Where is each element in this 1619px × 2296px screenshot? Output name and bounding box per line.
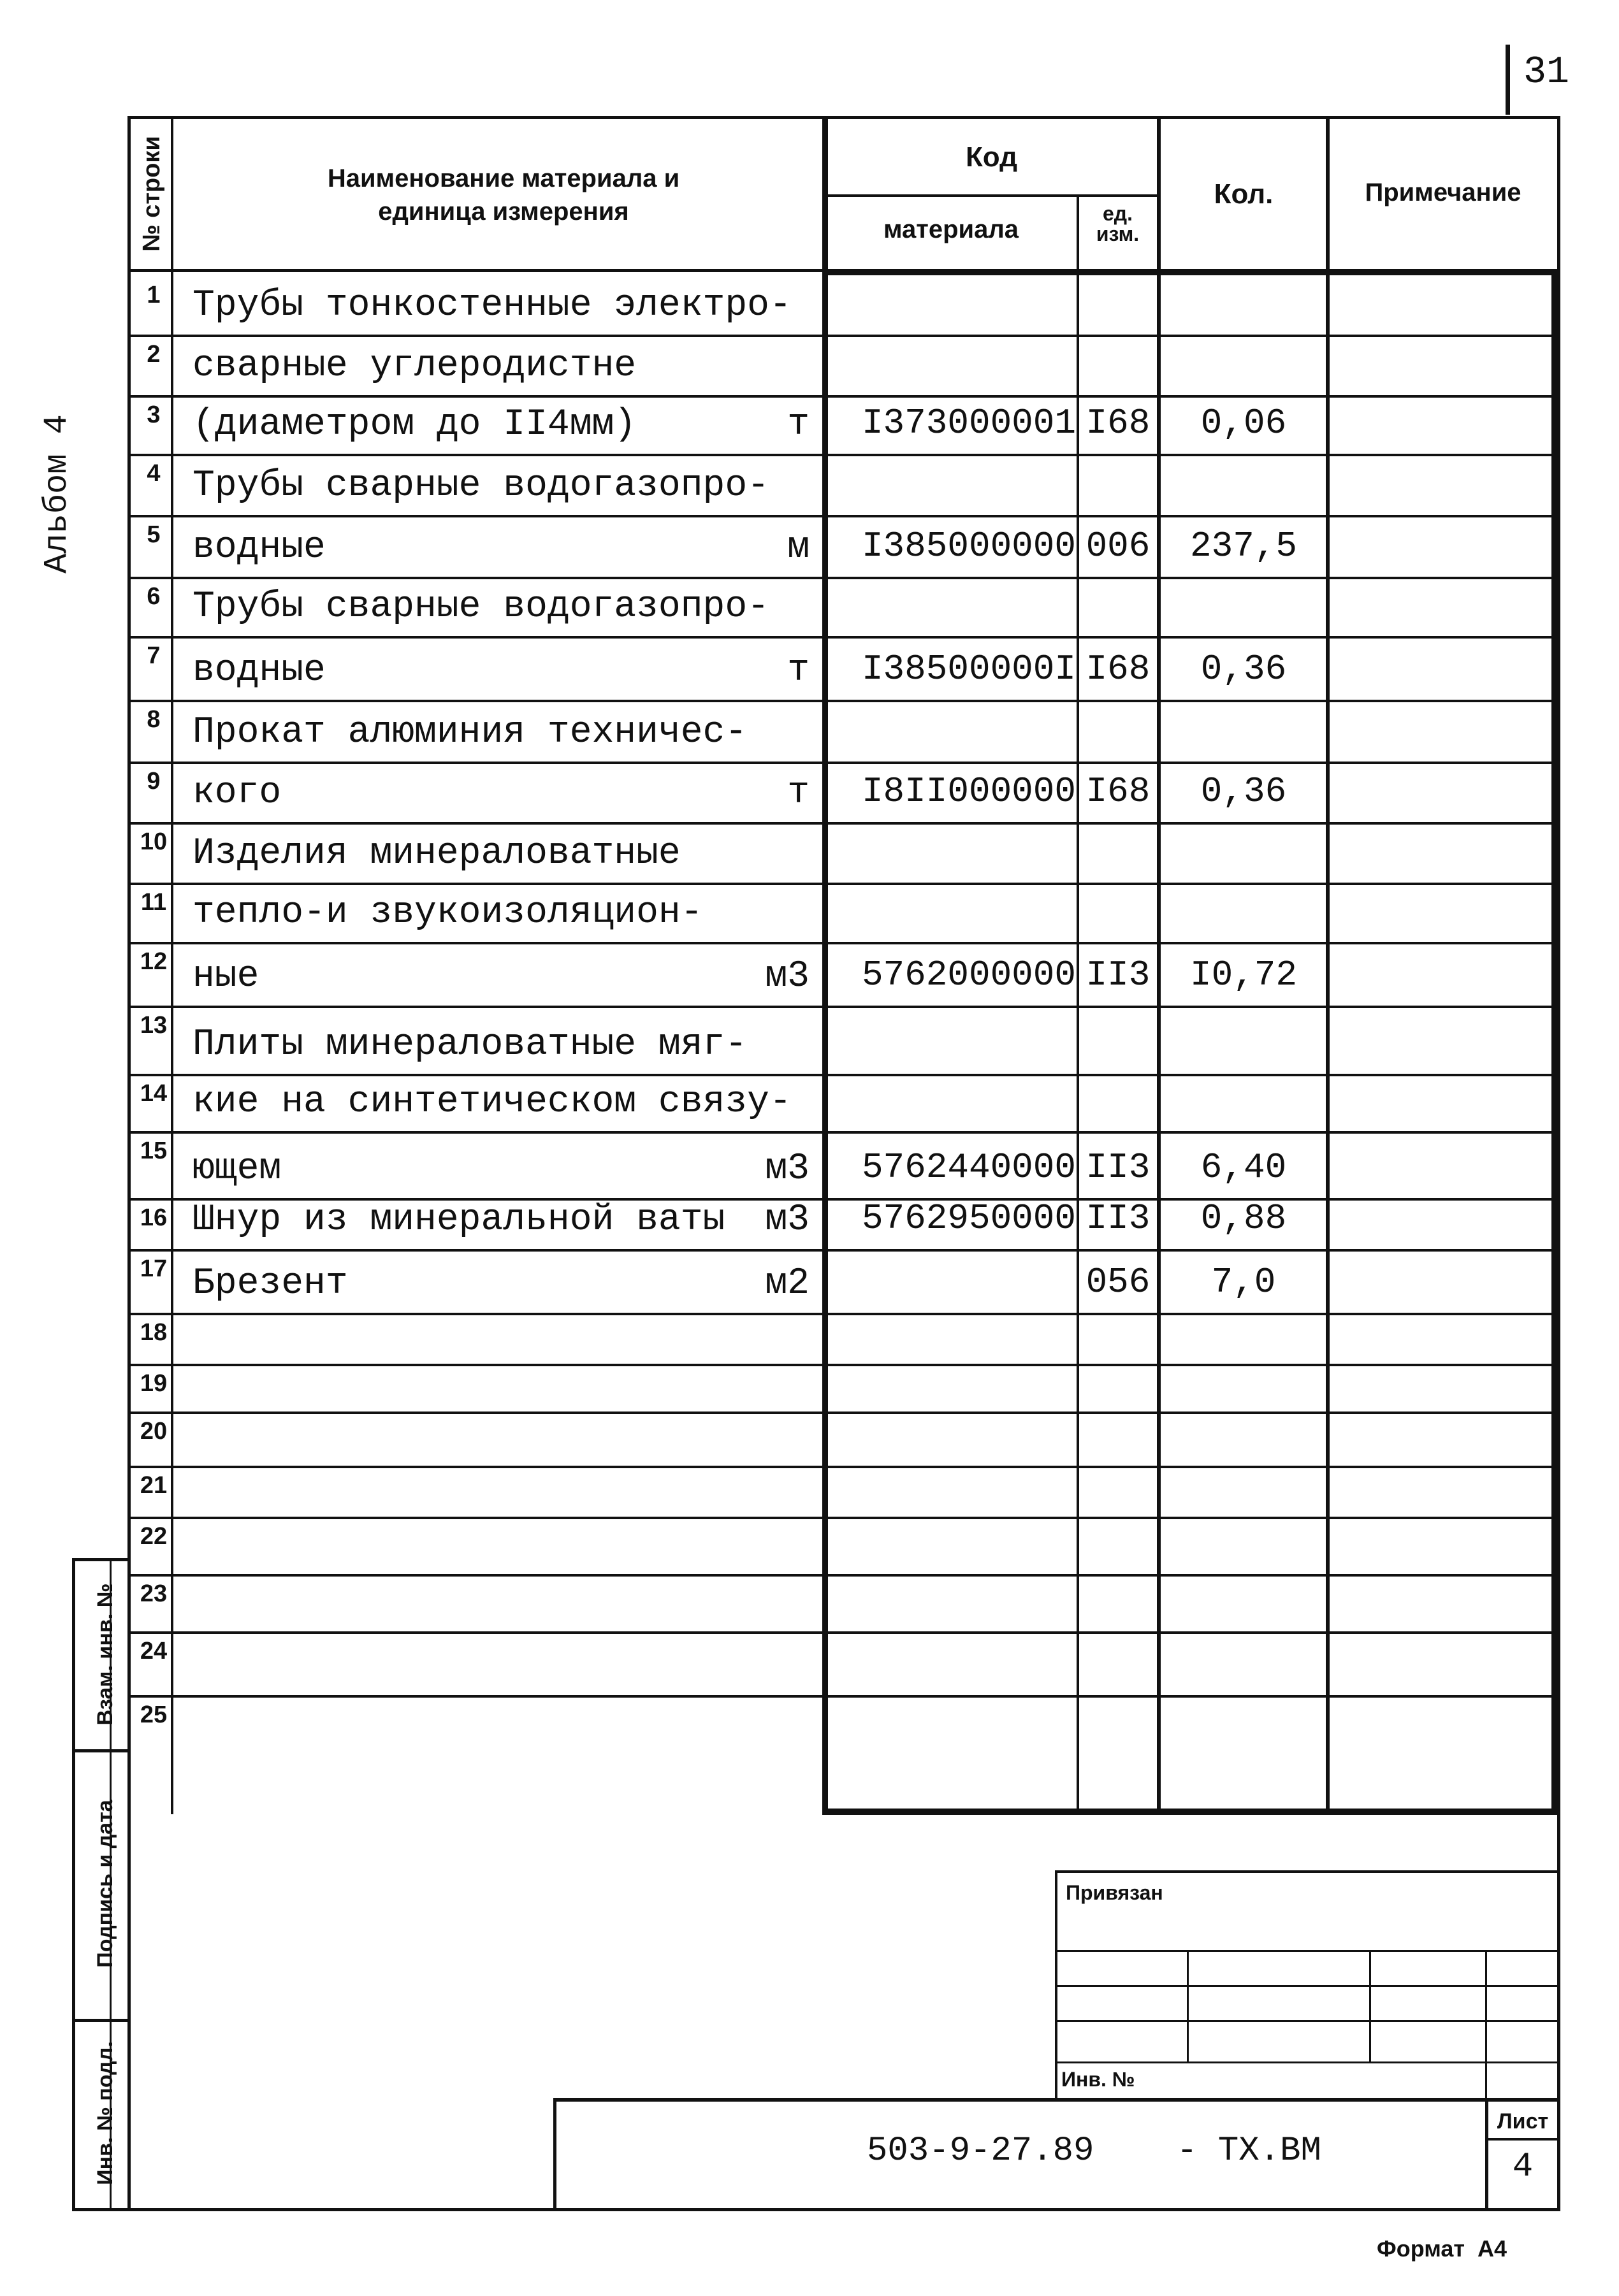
material-unit: м (787, 527, 810, 568)
quantity: 6,40 (1200, 1147, 1287, 1188)
quantity: 237,5 (1189, 526, 1298, 567)
col-code-left-line (822, 116, 828, 1814)
material-unit: м3 (765, 1148, 810, 1190)
row-separator (127, 1517, 1560, 1519)
row-number: 17 (140, 1255, 168, 1282)
unit-code: 006 (1085, 526, 1151, 567)
quantity: 0,06 (1200, 403, 1287, 444)
row-separator (127, 1364, 1560, 1366)
album-label: Альбом 4 (38, 414, 76, 574)
row-separator (127, 395, 1560, 398)
row-separator (127, 1574, 1560, 1577)
quantity: 7,0 (1211, 1262, 1276, 1303)
row-separator (127, 700, 1560, 702)
sheet-divider (1485, 2138, 1560, 2141)
material-name: ные (192, 956, 259, 997)
row-number: 15 (140, 1137, 168, 1164)
row-number: 3 (147, 401, 161, 428)
side-box-div1 (72, 1749, 131, 1752)
unit-code: II3 (1085, 955, 1151, 995)
row-number: 19 (140, 1370, 168, 1397)
row-separator (127, 942, 1560, 944)
row-separator (127, 1695, 1560, 1698)
frame-top (127, 116, 1560, 119)
row-separator (127, 1131, 1560, 1134)
stamp-privyazan: Привязан (1066, 1881, 1163, 1904)
frame-left (127, 116, 131, 2211)
quantity: 0,88 (1200, 1198, 1287, 1239)
row-separator (127, 1412, 1560, 1414)
material-name: кого (192, 772, 282, 814)
row-number: 23 (140, 1580, 168, 1607)
material-name: водные (192, 650, 326, 691)
material-unit: т (787, 404, 810, 445)
format-label: Формат А4 (1377, 2235, 1507, 2262)
data-frame-right (1551, 269, 1559, 1815)
material-name: тепло-и звукоизоляцион- (192, 892, 703, 934)
material-name: сварные углеродистне (192, 345, 637, 387)
row-number: 22 (140, 1523, 168, 1550)
material-name: Прокат алюминия техничес- (192, 712, 748, 753)
page-number: 31 (1523, 51, 1570, 94)
material-name: водные (192, 527, 326, 568)
material-code: I8II000000 (861, 771, 1076, 812)
page-number-bar (1506, 45, 1510, 115)
material-name: Плиты минераловатные мяг- (192, 1024, 748, 1065)
row-number: 4 (147, 460, 161, 487)
row-separator (127, 883, 1560, 885)
stamp-designation: 503-9-27.89 - ТХ.ВМ (867, 2132, 1321, 2170)
material-name: Изделия минераловатные (192, 833, 681, 874)
header-code: Код (965, 141, 1018, 173)
row-number: 7 (147, 642, 161, 669)
row-number: 12 (140, 948, 168, 975)
unit-code: I68 (1085, 403, 1151, 444)
material-name: Шнур из минеральной ваты (192, 1199, 725, 1241)
unit-code: I68 (1085, 771, 1151, 812)
material-code: I373000001 (861, 403, 1076, 444)
side-box-left (72, 1558, 75, 2211)
row-separator (127, 762, 1560, 764)
material-unit: м2 (765, 1263, 810, 1304)
row-separator (127, 822, 1560, 825)
sheet-left (1485, 2098, 1488, 2209)
label-inv-podl: Инв. № подл. (93, 2041, 117, 2185)
material-code: I38500000I (861, 649, 1076, 690)
row-number: 18 (140, 1319, 168, 1346)
unit-code: II3 (1085, 1147, 1151, 1188)
stamp-vline1 (1187, 1950, 1189, 2061)
stamp-vline2 (1369, 1950, 1371, 2061)
material-name: (диаметром до II4мм) (192, 404, 637, 445)
material-unit: т (787, 772, 810, 814)
row-number: 6 (147, 583, 161, 610)
material-name: Трубы тонкостенные электро- (192, 285, 792, 326)
row-number: 2 (147, 341, 161, 368)
data-frame-bottom (822, 1809, 1560, 1815)
material-name: Трубы сварные водогазопро- (192, 465, 769, 507)
frame-bottom (72, 2208, 1560, 2211)
row-number: 5 (147, 521, 161, 548)
header-material: материала (883, 215, 1019, 243)
row-separator (127, 515, 1560, 517)
stamp-top (1055, 1870, 1560, 1873)
row-number: 16 (140, 1204, 168, 1231)
unit-code: I68 (1085, 649, 1151, 690)
quantity: 0,36 (1200, 771, 1287, 812)
material-code: I385000000 (861, 526, 1076, 567)
row-number: 8 (147, 706, 161, 733)
material-code: 5762000000 (861, 955, 1076, 995)
material-name: Брезент (192, 1263, 348, 1304)
designation-left (553, 2098, 556, 2209)
material-code: 5762950000 (861, 1198, 1076, 1239)
header-name-line2: единица измерения (378, 198, 629, 226)
row-number: 11 (140, 889, 167, 916)
row-separator (127, 335, 1560, 337)
header-qty: Кол. (1214, 178, 1274, 210)
header-rownum: № строки (138, 136, 165, 252)
quantity: 0,36 (1200, 649, 1287, 690)
row-separator (127, 1631, 1560, 1634)
row-separator (127, 1074, 1560, 1076)
row-number: 14 (140, 1080, 168, 1107)
material-name: Трубы сварные водогазопро- (192, 586, 769, 628)
stamp-inv-no: Инв. № (1061, 2068, 1135, 2091)
label-podpis-data: Подпись и дата (93, 1800, 117, 1968)
row-number: 21 (140, 1472, 168, 1499)
side-box-top (72, 1558, 131, 1561)
row-separator (127, 1313, 1560, 1315)
unit-code: 056 (1085, 1262, 1151, 1303)
row-number: 24 (140, 1638, 168, 1664)
material-unit: м3 (765, 1199, 810, 1241)
row-number: 10 (140, 828, 168, 855)
material-name: кие на синтетическом связу- (192, 1081, 792, 1123)
header-note: Примечание (1365, 178, 1521, 206)
stamp-sheet-no: 4 (1512, 2148, 1534, 2186)
material-unit: т (787, 650, 810, 691)
data-frame-top (822, 269, 1560, 275)
code-sub-line (822, 194, 1159, 197)
stamp-vline3 (1485, 1950, 1487, 2100)
row-number: 20 (140, 1418, 168, 1445)
row-separator (127, 1466, 1560, 1468)
header-unit-line2: изм. (1096, 222, 1140, 245)
label-vzam-inv: Взам. инв. № (93, 1583, 117, 1726)
designation-top (553, 2098, 1560, 2102)
unit-code: II3 (1085, 1198, 1151, 1239)
row-separator (127, 636, 1560, 639)
material-name: ющем (192, 1148, 282, 1190)
quantity: I0,72 (1189, 955, 1298, 995)
stamp-sheet-label: Лист (1497, 2109, 1549, 2134)
material-code: 5762440000 (861, 1147, 1076, 1188)
material-unit: м3 (765, 956, 810, 997)
header-unit-line1: ед. (1103, 202, 1133, 225)
row-separator (127, 577, 1560, 579)
row-separator (127, 1006, 1560, 1008)
header-name-line1: Наименование материала и (327, 164, 680, 192)
row-number: 25 (140, 1701, 168, 1728)
row-separator (127, 454, 1560, 456)
row-number: 9 (147, 768, 161, 795)
row-number: 1 (147, 282, 161, 308)
row-separator (127, 1249, 1560, 1252)
row-number: 13 (140, 1012, 168, 1039)
